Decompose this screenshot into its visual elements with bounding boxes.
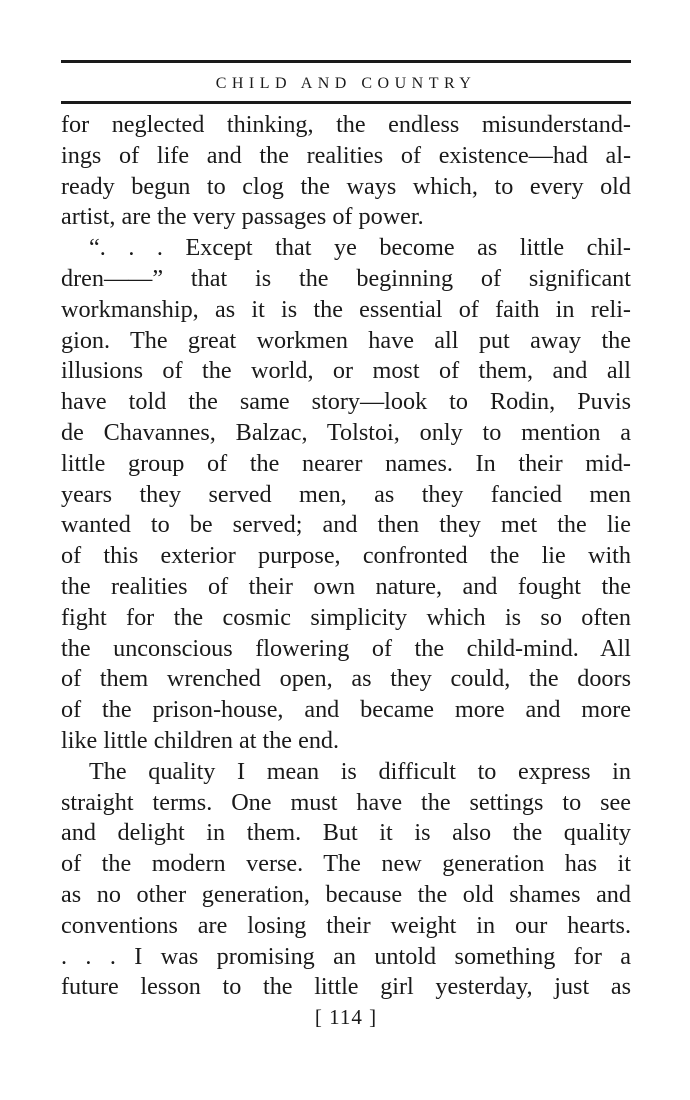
text-line: future lesson to the little girl yesterday, just as bbox=[61, 973, 631, 1001]
running-head: CHILD AND COUNTRY bbox=[215, 75, 477, 92]
text-line: conventions are losing their weight in our hearts. bbox=[61, 911, 631, 939]
text-line: The quality I mean is difficult to express in bbox=[89, 757, 631, 785]
text-line: of the modern verse. The new generation has it bbox=[61, 850, 631, 878]
text-line: have told the same story—look to Rodin, Puvis bbox=[61, 388, 631, 416]
text-line: straight terms. One must have the settings to see bbox=[61, 788, 631, 816]
header-rule-bottom bbox=[61, 101, 631, 104]
text-line: as no other generation, because the old shames and bbox=[61, 880, 631, 908]
text-line: . . . I was promising an untold something for a bbox=[61, 942, 631, 970]
header-rule-top bbox=[61, 60, 631, 63]
text-line: de Chavannes, Balzac, Tolstoi, only to mention a bbox=[61, 418, 631, 446]
text-line: illusions of the world, or most of them, and all bbox=[61, 357, 631, 385]
page-number: [ 114 ] bbox=[314, 1005, 378, 1030]
text-line: workmanship, as it is the essential of faith in reli- bbox=[61, 295, 631, 323]
text-line: little group of the nearer names. In their mid- bbox=[61, 449, 631, 477]
text-line: the unconscious flowering of the child-mind. All bbox=[61, 634, 631, 662]
text-line: of them wrenched open, as they could, the doors bbox=[61, 665, 631, 693]
text-line: “. . . Except that ye become as little chil- bbox=[89, 234, 631, 262]
text-line: ready begun to clog the ways which, to every old bbox=[61, 172, 631, 200]
text-line: wanted to be served; and then they met the lie bbox=[61, 511, 631, 539]
text-line: and delight in them. But it is also the quality bbox=[61, 819, 631, 847]
text-line: for neglected thinking, the endless misunderstand- bbox=[61, 111, 631, 138]
text-line: the realities of their own nature, and fought the bbox=[61, 572, 631, 600]
text-line: artist, are the very passages of power. bbox=[61, 203, 424, 231]
text-line: fight for the cosmic simplicity which is so often bbox=[61, 603, 631, 631]
text-line: ings of life and the realities of existence—had al- bbox=[61, 141, 631, 169]
text-line: dren——” that is the beginning of significant bbox=[61, 264, 631, 292]
text-line: of this exterior purpose, confronted the lie with bbox=[61, 542, 631, 570]
body-text bbox=[61, 110, 631, 1003]
text-line: like little children at the end. bbox=[61, 726, 340, 754]
book-page bbox=[61, 60, 631, 1029]
text-line: years they served men, as they fancied men bbox=[61, 480, 631, 508]
text-line: gion. The great workmen have all put away the bbox=[61, 326, 631, 354]
text-line: of the prison-house, and became more and more bbox=[61, 696, 631, 724]
